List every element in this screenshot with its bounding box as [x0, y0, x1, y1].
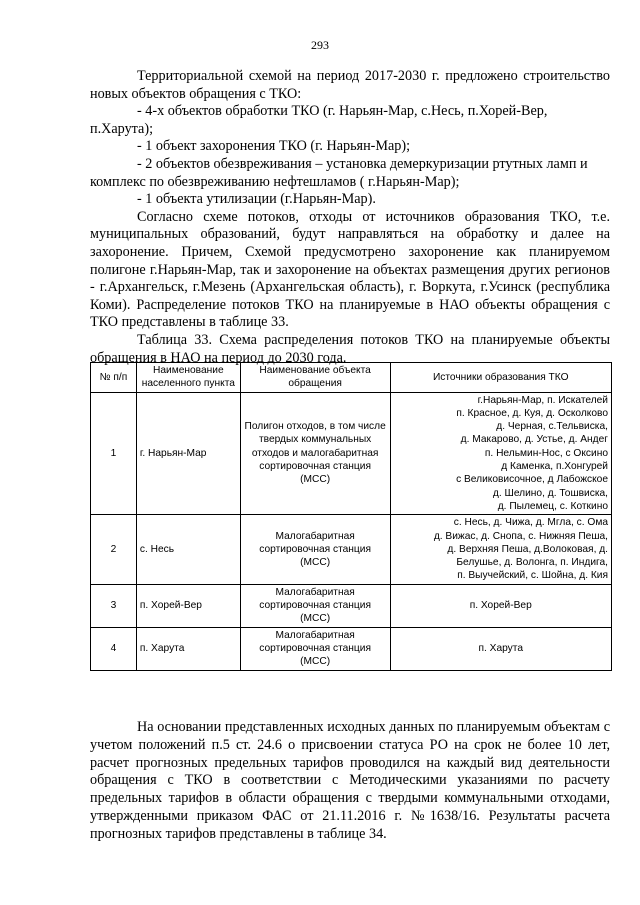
source-line: д. Верхняя Пеша, д.Волоковая, д. [447, 543, 608, 555]
row-object: Малогабаритная сортировочная станция (МСС) [240, 515, 390, 584]
row-object: Малогабаритная сортировочная станция (МСС) [240, 584, 390, 627]
conclusion-block [90, 719, 610, 844]
row-settlement: с. Несь [136, 515, 240, 584]
page-number: 293 [311, 38, 329, 52]
row-num: 3 [91, 584, 137, 627]
row-sources: п. Харута [390, 627, 612, 670]
row-settlement: п. Хорей-Вер [136, 584, 240, 627]
table-caption: Таблица 33. Схема распределения потоков ТКО на планируемые объекты обращения в НАО на период до 2030 года. [90, 331, 610, 366]
intro-block [90, 68, 610, 367]
row-sources [390, 392, 612, 515]
header-settlement: Наименование населенного пункта [136, 363, 240, 393]
row-sources: п. Хорей-Вер [390, 584, 612, 627]
source-line: д. Шелино, д. Тошвиска, [492, 487, 608, 499]
source-line: с Великовисочное, д Лабожское [456, 474, 608, 486]
row-settlement: г. Нарьян-Мар [136, 392, 240, 515]
row-num: 4 [91, 627, 137, 670]
source-line: Белушье, д. Волонга, п. Индига, [456, 557, 608, 569]
distribution-table [90, 362, 612, 671]
row-sources [390, 515, 612, 584]
paragraph-intro: Территориальной схемой на период 2017-2030 г. предложено строительство новых объектов обращения с ТКО: [90, 68, 610, 102]
source-line: д. Черная, с.Тельвиска, [496, 421, 608, 433]
paragraph-flows: Согласно схеме потоков, отходы от источников образования ТКО, т.е. муниципальных образований, будут направляться на обработку и далее на захоронение. Причем, Схемой предусмотрено захоронение как планируемом полигоне г.Нарьян-Мар, так и захоронение на объектах размещения других регионов - г.Архангельск, г.Мезень (Архангельская область), г. Воркута, г.Усинск (республика Коми). Распределение потоков ТКО на планируемые в НАО объекты обращения с ТКО представлены в таблице 33. [90, 208, 610, 331]
source-line: п. Выучейский, с. Шойна, д. Кия [457, 570, 608, 582]
source-line: д Каменка, п.Хонгурей [501, 461, 608, 473]
source-line: г.Нарьян-Мар, п. Искателей [477, 394, 608, 406]
list-item: - 1 объекта утилизации (г.Нарьян-Мар). [137, 191, 376, 208]
header-num: № п/п [91, 363, 137, 393]
list-item: - 1 объект захоронения ТКО (г. Нарьян-Мар); [137, 138, 411, 155]
table-header-row [91, 363, 612, 393]
row-num: 1 [91, 392, 137, 515]
source-line: п. Красное, д. Куя, д. Осколково [456, 407, 608, 419]
list-item: - 2 объектов обезвреживания – установка демеркуризации ртутных ламп и комплекс по обезвреживанию нефтешламов ( г.Нарьян-Мар); [90, 155, 588, 190]
row-object: Малогабаритная сортировочная станция (МСС) [240, 627, 390, 670]
row-object: Полигон отходов, в том числе твердых коммунальных отходов и малогабаритная сортировочная станция (МСС) [240, 392, 390, 515]
source-line: д. Вижас, д. Снопа, с. Нижняя Пеша, [433, 530, 608, 542]
source-line: с. Несь, д. Чижа, д. Мгла, с. Ома [453, 517, 608, 529]
table-row [91, 515, 612, 584]
paragraph-tariffs: На основании представленных исходных данных по планируемым объектам с учетом положений п.5 ст. 24.6 о присвоении статуса РО на срок не более 10 лет, расчет прогнозных предельных тарифов проводился на каждый вид деятельности обращения с ТКО в соответствии с Методическими указаниями по расчету предельных тарифов в области обращения с твердыми коммунальными отходами, утвержденными приказом ФАС от 21.11.2016 г. №1638/16. Результаты расчета прогнозных тарифов представлены в таблице 34. [90, 719, 610, 842]
header-object: Наименование объекта обращения [240, 363, 390, 393]
header-sources: Источники образования ТКО [390, 363, 612, 393]
source-line: д. Макарово, д. Устье, д. Андег [460, 434, 608, 446]
table-row [91, 584, 612, 627]
row-settlement: п. Харута [136, 627, 240, 670]
table-row [91, 392, 612, 515]
row-num: 2 [91, 515, 137, 584]
source-line: п. Нельмин-Нос, с Оксино [484, 447, 608, 459]
table-row [91, 627, 612, 670]
list-item: - 4-х объектов обработки ТКО (г. Нарьян-Мар, с.Несь, п.Хорей-Вер, п.Харута); [90, 103, 548, 137]
source-line: д. Пылемец, с. Коткино [497, 500, 608, 512]
